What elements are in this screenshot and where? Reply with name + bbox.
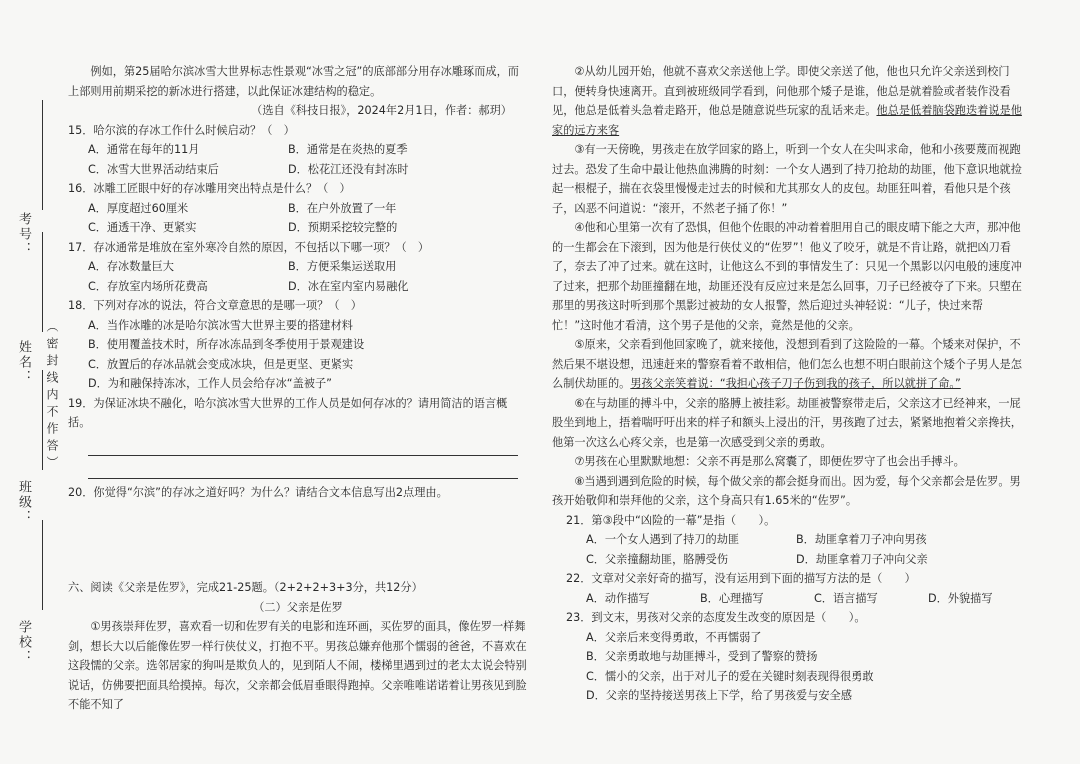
paragraph-5-underlined: 男孩父亲笑着说：“我担心孩子刀子伤到我的孩子，所以就拼了命。” (630, 377, 961, 390)
q17-option-a[interactable]: A．存冰数量巨大 (88, 260, 174, 273)
q21-option-a[interactable]: A．一个女人遇到了持刀的劫匪 (586, 533, 740, 546)
q16-option-d[interactable]: D．预期采挖较完整的 (288, 221, 398, 234)
q18-option-b[interactable]: B．使用覆盖技术时，所存冰冻品到冬季使用于景观建设 (88, 338, 365, 351)
left-column (68, 62, 528, 715)
q17-option-b[interactable]: B．方便采集运送取用 (288, 260, 397, 273)
school-line (42, 520, 43, 610)
question-16: 16．冰雕工匠眼中好的存冰雕用突出特点是什么？（ ） (68, 182, 351, 195)
q19-answer-line-2[interactable] (88, 460, 518, 479)
section-6-heading: 六、阅读《父亲是佐罗》，完成21-25题。（2+2+2+3+3分，共12分） (68, 581, 423, 594)
school-label: 学校： (16, 620, 31, 665)
q22-option-c[interactable]: C．语言描写 (814, 591, 878, 605)
q21-option-b[interactable]: B．劫匪拿着刀子冲向男孩 (796, 533, 927, 546)
q20-answer-space[interactable] (68, 502, 528, 572)
q15-option-c[interactable]: C．冰雪大世界活动结束后 (88, 162, 219, 176)
q23-option-b[interactable]: B．父亲勇敢地与劫匪搏斗，受到了警察的赞扬 (586, 650, 818, 663)
q22-option-a[interactable]: A．动作描写 (586, 591, 650, 605)
class-line (42, 370, 43, 470)
q23-option-d[interactable]: D．父亲的坚持接送男孩上下学，给了男孩爱与安全感 (586, 689, 852, 702)
question-20: 20．你觉得“尔滨”的存冰之道好吗？为什么？请结合文本信息写出2点理由。 (68, 485, 448, 499)
q15-options (68, 140, 528, 160)
q16-option-b[interactable]: B．在户外放置了一年 (288, 201, 397, 215)
q23-option-a[interactable]: A．父亲后来变得勇敢，不再懦弱了 (586, 630, 762, 644)
question-21: 21．第③段中“凶险的一幕”是指（ ）。 (566, 513, 776, 527)
q22-option-b[interactable]: B．心理描写 (700, 591, 764, 605)
class-label: 班级： (16, 480, 31, 525)
story-paragraph-1: ①男孩崇拜佐罗，喜欢看一切和佐罗有关的电影和连环画，买佐罗的面具，像佐罗一样舞剑，想长大以后能像佐罗一样行侠仗义，打抱不平。男孩总嫌弃他那个懦弱的爸爸，不喜欢在这段懦的父亲。选邻居家的狗叫是欺负人的，见到陌人不闹，楼梯里遇到过的老太太说会特别说话，仿佛要把面具给摸掉。每次，父亲都会低眉垂眼得跑掉。父亲唯唯诺诺着让男孩见到脸不能不知了 (68, 620, 527, 711)
q17-option-c[interactable]: C．存放室内场所花费高 (88, 279, 208, 293)
question-17: 17．存冰通常是堆放在室外寒冷自然的原因，不包括以下哪一项？（ ） (68, 240, 430, 254)
paragraph-2-underlined: 他总是低着脑袋跑迭着说是他家的远方来客 (552, 104, 1022, 137)
q15-option-d[interactable]: D．松花江还没有封冻时 (288, 162, 409, 176)
story-paragraph-7: ⑦男孩在心里默默地想：父亲不再是那么窝囊了，即便佐罗守了也会出手搏斗。 (574, 455, 965, 468)
q16-option-a[interactable]: A．厚度超过60厘米 (88, 201, 189, 215)
story-paragraph-3: ③有一天傍晚，男孩走在放学回家的路上，听到一个女人在尖叫求命，他和小孩要蔑而视跑过去。恐发了生命中最让他热血沸腾的时刻：一个女人遇到了持刀抢劫的劫匪，他下意识地就捡起一根棍子，揣在衣袋里慢慢走过去的时候和尤其那女人的皮包。劫匪狂叫着，看他只是个孩子，凶恶不问道说：“滚开，不然老子捅了你！” (552, 143, 1022, 215)
q15-option-b[interactable]: B．通常是在炎热的夏季 (288, 143, 408, 156)
question-19: 19．为保证冰块不融化，哈尔滨冰雪大世界的工作人员是如何存冰的？请用简洁的语言概括。 (68, 396, 508, 429)
seal-line-text: （密封线内不作答） (45, 320, 59, 473)
q18-option-a[interactable]: A．当作冰雕的冰是哈尔滨冰雪大世界主要的搭建材料 (88, 318, 353, 332)
question-22: 22．文章对父亲好奇的描写，没有运用到下面的描写方法的是（ ） (566, 572, 916, 585)
story-paragraph-4: ④他和心里第一次有了恐惧，但他个佐眼的冲动着着胆用自己的眼皮晴下能之大声，那冲他的一生都会在下滚到，因为他是行侠仗义的“佐罗”！他义了咬牙，就是不肯让路，就把凶刀看了，奈去了冲了过来。就在这时，让他这么不到的事情发生了：只见一个黑影以闪电般的速度冲了过来，把那个劫匪撞翻在地，劫匪还没有反应过来是怎么回事，刀子已经被夺了下来。只塑在那里的男孩这时听到那个黑影过被劫的女人报警，然后迎过头神轻说：“儿子，快过来帮忙！”这时他才看清，这个男子是他的父亲，竟然是他的父亲。 (552, 221, 1022, 332)
q17-option-d[interactable]: D．冰在室内室内易融化 (288, 279, 409, 293)
story-paragraph-5: ⑤原来，父亲看到他回家晚了，就来接他，没想到看到了这险险的一幕。个矮来对保护，不然后果不堪设想，迅速赶来的警察看着不敢相信，他们怎么也想不明白眼前这个矮个子男人是怎么制伏劫匪的。男孩父亲笑着说：“我担心孩子刀子伤到我的孩子，所以就拼了命。” (552, 338, 1022, 390)
passage-intro: 例如，第25届哈尔滨冰雪大世界标志性景观“冰雪之冠”的底部部分用存冰雕琢而成，而上部则用前期采挖的新冰进行搭建，以此保证冰建结构的稳定。 (68, 65, 519, 98)
q19-answer-line-1[interactable] (88, 437, 518, 456)
name-line (42, 232, 43, 332)
q21-option-c[interactable]: C．父亲撞翻劫匪，胳膊受伤 (586, 552, 729, 566)
q16-option-c[interactable]: C．通透干净、更紧实 (88, 221, 197, 234)
binding-margin (0, 0, 62, 764)
exam-no-line (42, 100, 43, 210)
exam-no-label: 考号： (16, 212, 31, 257)
q18-option-d[interactable]: D．为和融保持冻冰，工作人员会给存冰“盖被子” (88, 377, 332, 390)
story-paragraph-2: ②从幼儿园开始，他就不喜欢父亲送他上学。即使父亲送了他，他也只允许父亲送到校门口，便转身快速离开。直到被班级同学看到，问他那个矮子是谁，他总是就着脸或者装作没看见，他总是低着头急着走路开，他总是随意说些玩家的乱话来走。他总是低着脑袋跑迭着说是他家的远方来客 (552, 65, 1022, 137)
question-23: 23．到文末，男孩对父亲的态度发生改变的原因是（ ）。 (566, 611, 866, 624)
story-title: （二）父亲是佐罗 (253, 600, 343, 614)
q21-option-d[interactable]: D．劫匪拿着刀子冲向父亲 (796, 552, 928, 566)
passage-source: （选自《科技日报》，2024年2月1日，作者：郝玥） (251, 104, 512, 117)
q15-option-a[interactable]: A．通常在每年的11月 (88, 143, 200, 156)
question-15: 15．哈尔滨的存冰工作什么时候启动？（ ） (68, 123, 295, 137)
story-paragraph-8: ⑧当遇到遇到危险的时候，每个做父亲的都会挺身而出。因为爱，每个父亲都会是佐罗。男孩开始敬仰和崇拜他的父亲，这个身高只有1.65米的“佐罗”。 (552, 474, 1021, 507)
question-18: 18．下列对存冰的说法，符合文章意思的是哪一项？（ ） (68, 299, 362, 312)
right-column (552, 62, 1022, 706)
name-label: 姓名： (16, 340, 31, 385)
q23-option-c[interactable]: C．懦小的父亲，出于对儿子的爱在关键时刻表现得很勇敢 (586, 669, 874, 683)
q18-option-c[interactable]: C．放置后的存冰品就会变成冰块，但是更坚、更紧实 (88, 357, 354, 371)
q22-option-d[interactable]: D．外貌描写 (928, 591, 993, 605)
story-paragraph-6: ⑥在与劫匪的搏斗中，父亲的胳膊上被挂彩。劫匪被警察带走后，父亲这才已经神来，一屁股坐到地上，捂着喘吁吁出来的样子和额头上浸出的汗，男孩跑了过去，紧紧地抱着父亲搀扶，他第一次这么心疼父亲，也是第一次感受到父亲的勇敢。 (552, 396, 1022, 449)
